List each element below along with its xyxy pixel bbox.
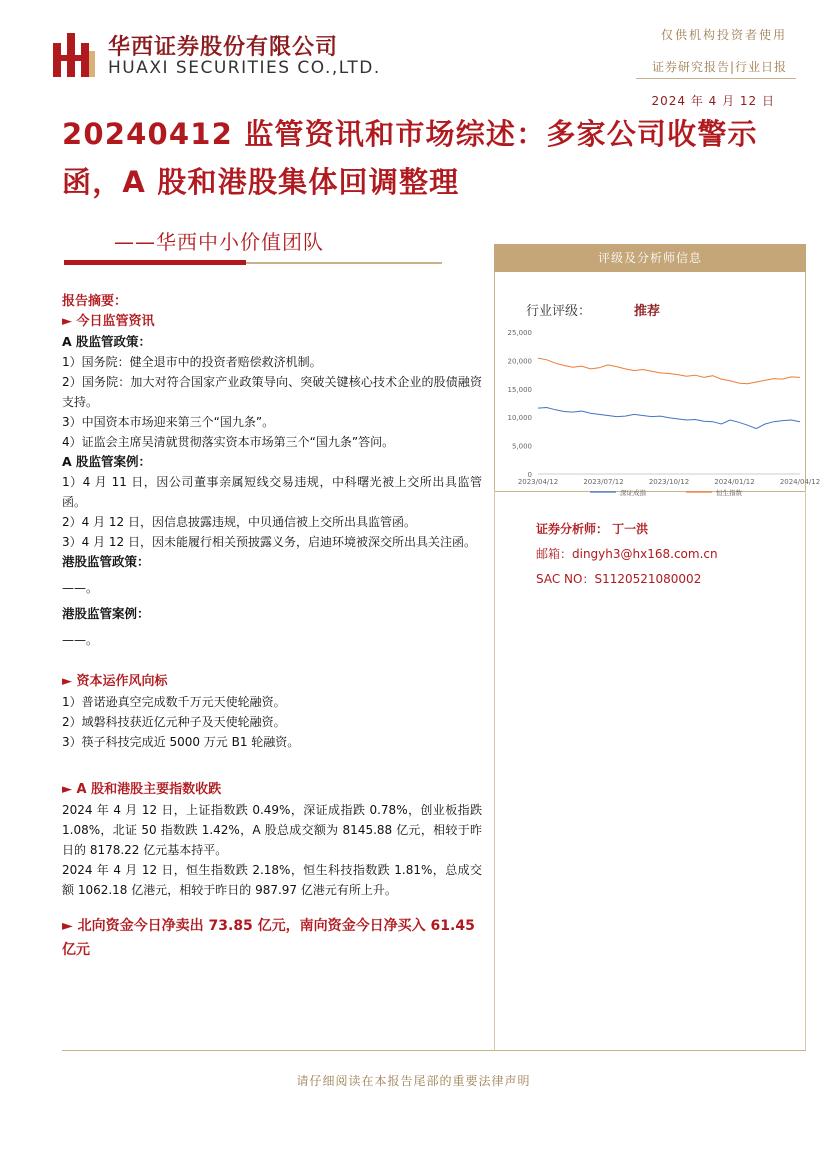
x-tick-label: 2024/04/12	[779, 478, 821, 486]
y-tick-label: 15,000	[507, 385, 532, 394]
index-trend-chart	[500, 322, 821, 502]
analyst-sac-no: SAC NO：S1120521080002	[536, 572, 702, 586]
x-tick-label: 2023/04/12	[517, 478, 559, 486]
list-item: 1）普诺逊真空完成数千万元天使轮融资。	[62, 695, 286, 709]
x-tick-label: 2023/07/12	[583, 478, 624, 486]
hk-case-heading: 港股监管案例：	[62, 606, 150, 621]
list-item: 3）4 月 12 日，因未能履行相关预披露义务，启迪环境被深交所出具关注函。	[62, 535, 476, 549]
rating-value: 推荐	[634, 304, 661, 319]
series-line	[538, 408, 800, 429]
x-tick-label: 2023/10/12	[648, 478, 690, 486]
index-hk-text: 2024 年 4 月 12 日，恒生指数跌 2.18%，恒生科技指数跌 1.81%，总成交额 1062.18 亿港元，相较于昨日的 987.97 亿港元有所上升。	[62, 863, 482, 897]
x-tick-label: 2024/01/12	[714, 478, 755, 486]
team-name: ——华西中小价值团队	[114, 230, 324, 254]
analyst-name: 证券分析师： 丁一洪	[536, 522, 649, 536]
company-name-cn: 华西证券股份有限公司	[108, 35, 339, 60]
legend-label: 恒生指数	[716, 489, 742, 497]
y-tick-label: 10,000	[507, 414, 532, 423]
summary-column	[62, 292, 482, 962]
list-item: 2）国务院：加大对符合国家产业政策导向、突破关键核心技术企业的股债融资支持。	[62, 375, 482, 409]
audience-note: 仅供机构投资者使用	[660, 28, 787, 42]
section-capital: ► 资本运作风向标	[62, 674, 168, 689]
sidebar-divider-right	[805, 490, 806, 1050]
header-divider	[636, 78, 796, 79]
sidebar-divider-left	[494, 490, 495, 1050]
y-tick-label: 5,000	[511, 442, 532, 451]
list-item: 1）国务院：健全退市中的投资者赔偿救济机制。	[62, 355, 322, 369]
company-logo-icon	[53, 33, 95, 77]
legend-label: 深证成指	[620, 489, 646, 497]
section-regulation: ► 今日监管资讯	[62, 314, 155, 329]
a-policy-heading: A 股监管政策：	[62, 334, 152, 349]
y-tick-label: 20,000	[507, 357, 532, 366]
list-item: 2）域磐科技获近亿元种子及天使轮融资。	[62, 715, 286, 729]
hk-policy-heading: 港股监管政策：	[62, 554, 150, 569]
index-a-text: 2024 年 4 月 12 日，上证指数跌 0.49%，深证成指跌 0.78%，创业板指跌 1.08%，北证 50 指数跌 1.42%，A 股总成交额为 8145.88 亿元，相较于昨日的 8178.22 亿元基本持平。	[62, 803, 482, 857]
series-line	[538, 358, 800, 384]
company-name-en: HUAXI SECURITIES CO.,LTD.	[108, 58, 381, 78]
report-date: 2024 年 4 月 12 日	[651, 94, 775, 108]
legal-notice: 请仔细阅读在本报告尾部的重要法律声明	[296, 1074, 531, 1088]
y-tick-label: 25,000	[507, 329, 532, 337]
analyst-email[interactable]: 邮箱：dingyh3@hx168.com.cn	[536, 547, 718, 561]
section-index: ► A 股和港股主要指数收跌	[62, 782, 222, 797]
footer-divider	[62, 1050, 806, 1051]
hk-policy-text: ——。	[62, 581, 99, 595]
hk-case-text: ——。	[62, 633, 99, 647]
report-title: 20240412 监管资讯和市场综述：多家公司收警示函，A 股和港股集体回调整理	[62, 117, 758, 199]
a-case-heading: A 股监管案例：	[62, 454, 152, 469]
rating-panel-title: 评级及分析师信息	[494, 244, 806, 272]
list-item: 4）证监会主席吴清就贯彻落实资本市场第三个“国九条”答问。	[62, 435, 395, 449]
y-tick-label: 0	[527, 471, 532, 479]
fund-flow-headline: ► 北向资金今日净卖出 73.85 亿元，南向资金今日净买入 61.45 亿元	[62, 918, 475, 958]
title-underline-tan	[246, 262, 442, 264]
list-item: 1）4 月 11 日，因公司董事亲属短线交易违规，中科曙光被上交所出具监管函。	[62, 475, 482, 509]
list-item: 3）筷子科技完成近 5000 万元 B1 轮融资。	[62, 735, 300, 749]
rating-label: 行业评级：	[526, 304, 592, 319]
list-item: 3）中国资本市场迎来第三个“国九条”。	[62, 415, 275, 429]
title-underline-red	[64, 260, 246, 265]
summary-label: 报告摘要：	[62, 294, 128, 309]
list-item: 2）4 月 12 日，因信息披露违规，中贝通信被上交所出具监管函。	[62, 515, 416, 529]
report-type: 证券研究报告|行业日报	[651, 60, 787, 74]
